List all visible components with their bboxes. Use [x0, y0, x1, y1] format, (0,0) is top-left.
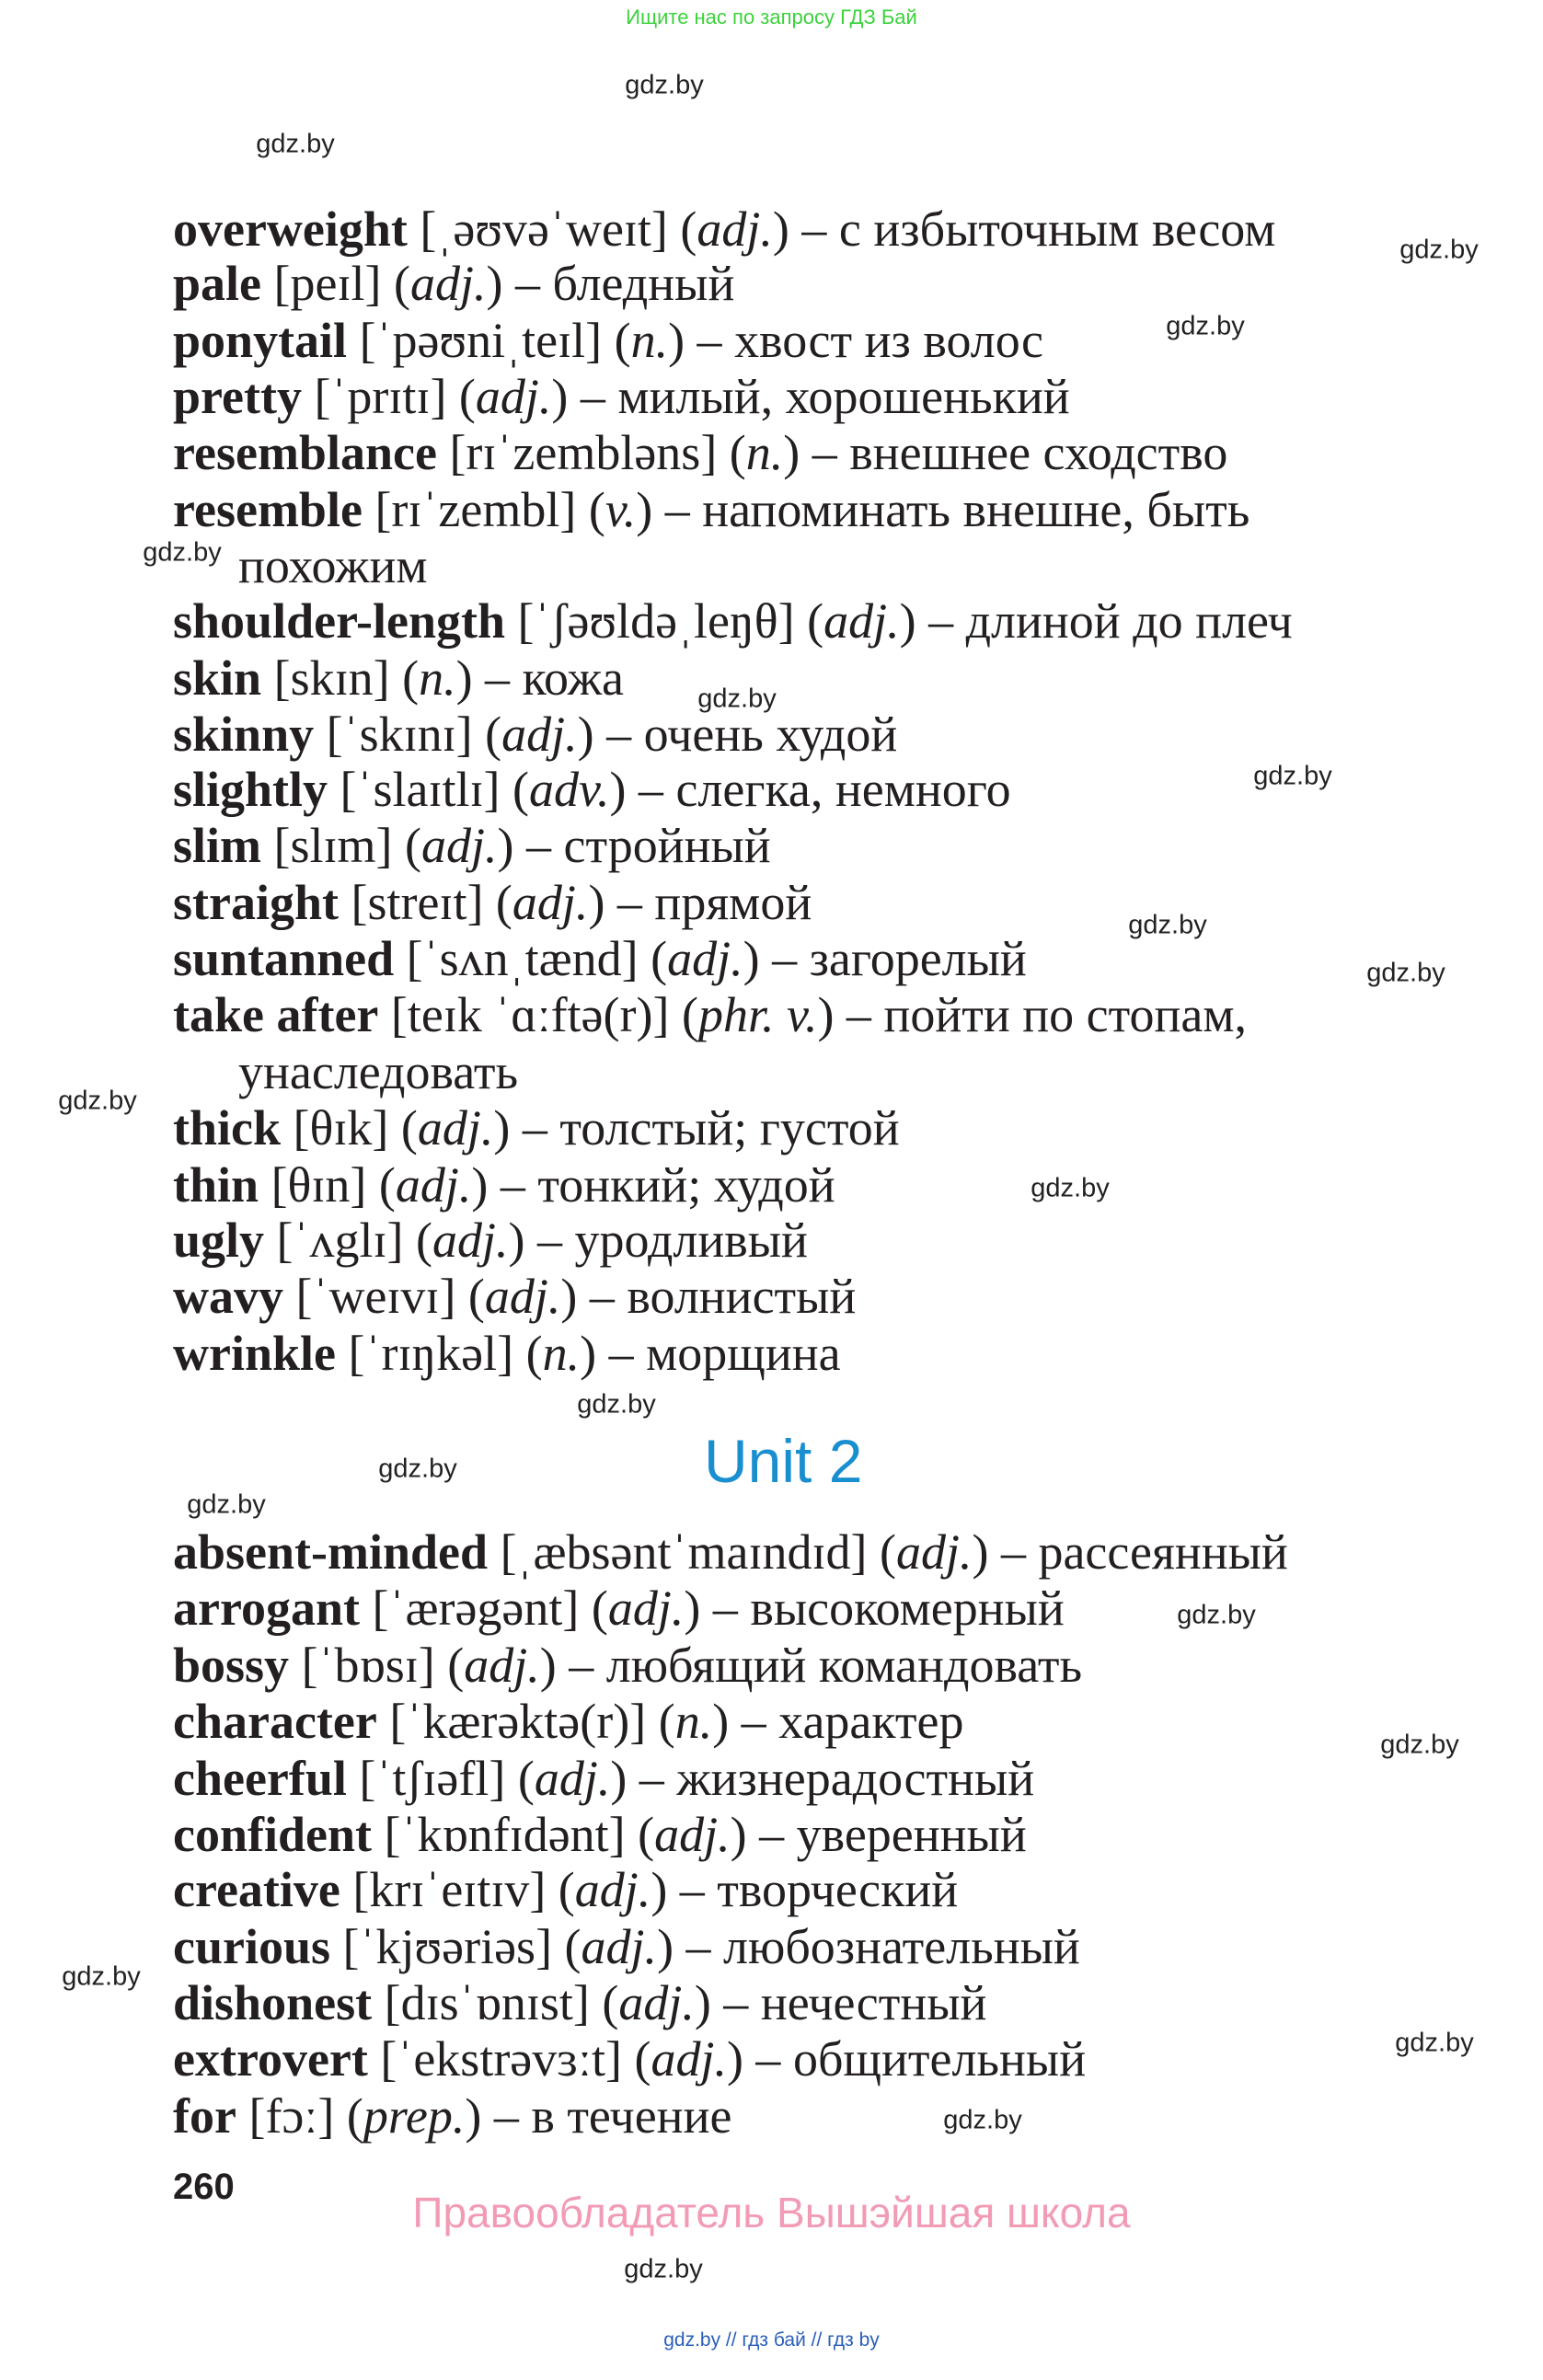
- watermark-text: gdz.by: [624, 2254, 703, 2284]
- entry-translation: прямой: [654, 875, 812, 930]
- copyright-notice: Правообладатель Вышэйшая школа: [412, 2189, 1131, 2236]
- entry-part-of-speech: adj.: [618, 1975, 695, 2030]
- entry-translation: милый, хорошенький: [617, 369, 1070, 424]
- entry-part-of-speech: adj.: [654, 1807, 731, 1862]
- vocabulary-entry: thin [θɪn] (adj.) – тонкий; худой: [173, 1157, 835, 1213]
- watermark-text: gdz.by: [1399, 235, 1479, 265]
- watermark-text: gdz.by: [943, 2105, 1022, 2135]
- entry-translation: длиной до плеч: [965, 593, 1293, 649]
- watermark-text: gdz.by: [1031, 1173, 1110, 1203]
- vocabulary-entry: arrogant [ˈærəgənt] (adj.) – высокомерный: [173, 1581, 1065, 1636]
- entry-transcription: ˈkærəktə(r): [406, 1694, 630, 1749]
- entry-word: extrovert: [173, 2031, 368, 2087]
- entry-part-of-speech: adj.: [581, 1919, 658, 1974]
- vocabulary-entry: pale [peɪl] (adj.) – бледный: [173, 256, 735, 311]
- entry-word: resemble: [173, 482, 363, 537]
- footer-links[interactable]: gdz.by // гдз бай // гдз by: [663, 2329, 880, 2351]
- watermark-text: gdz.by: [62, 1961, 141, 1992]
- entry-transcription: ˈkɒnfɪdənt: [400, 1807, 609, 1862]
- entry-word: take after: [173, 987, 379, 1042]
- entry-translation: характер: [778, 1694, 964, 1749]
- entry-transcription: ˈrɪŋkəl: [364, 1326, 498, 1381]
- entry-part-of-speech: adj.: [417, 1100, 494, 1156]
- entry-transcription: ˈærəgənt: [388, 1581, 563, 1636]
- entry-part-of-speech: adj.: [421, 818, 498, 873]
- entry-word: straight: [173, 875, 339, 930]
- entry-translation: морщина: [646, 1326, 841, 1381]
- vocabulary-entry: bossy [ˈbɒsɪ] (adj.) – любящий командовать: [173, 1638, 1083, 1693]
- entry-translation: любящий командовать: [605, 1638, 1083, 1693]
- entry-word: absent-minded: [173, 1524, 489, 1580]
- entry-translation-continued: похожим: [238, 538, 428, 593]
- entry-word: for: [173, 2088, 236, 2144]
- entry-part-of-speech: adj.: [823, 593, 900, 649]
- vocabulary-entry: slim [slɪm] (adj.) – стройный: [173, 818, 771, 873]
- entry-word: bossy: [173, 1638, 290, 1693]
- entry-transcription: skɪn: [290, 650, 374, 706]
- entry-part-of-speech: adj.: [484, 1269, 561, 1324]
- entry-translation: слегка, немного: [675, 762, 1011, 817]
- entry-transcription: ˈslaɪtlɪ: [356, 762, 484, 817]
- entry-translation: любознательный: [723, 1919, 1080, 1974]
- page-number: 260: [173, 2167, 235, 2207]
- entry-part-of-speech: adj.: [574, 1862, 651, 1917]
- entry-translation: загорелый: [809, 931, 1027, 986]
- entry-translation: внешнее сходство: [849, 425, 1228, 480]
- vocabulary-entry: ugly [ˈʌglɪ] (adj.) – уродливый: [173, 1213, 808, 1268]
- entry-translation: в течение: [531, 2088, 732, 2144]
- entry-transcription: teɪk ˈɑːftə(r): [407, 987, 653, 1042]
- entry-word: shoulder-length: [173, 593, 506, 649]
- entry-translation: кожа: [522, 650, 624, 706]
- entry-transcription: ˌæbsəntˈmaɪndɪd: [516, 1524, 851, 1580]
- entry-word: skinny: [173, 707, 315, 762]
- entry-word: skin: [173, 650, 262, 706]
- entry-transcription: ˈskɪnɪ: [342, 707, 456, 762]
- vocabulary-entry: skinny [ˈskɪnɪ] (adj.) – очень худой: [173, 707, 898, 762]
- entry-translation: творческий: [717, 1862, 959, 1917]
- entry-part-of-speech: adv.: [528, 762, 610, 817]
- vocabulary-entry: suntanned [ˈsʌnˌtænd] (adj.) – загорелый: [173, 931, 1027, 986]
- entry-word: overweight: [173, 201, 408, 257]
- entry-part-of-speech: adj.: [512, 875, 589, 930]
- entry-part-of-speech: adj.: [607, 1581, 685, 1636]
- entry-word: dishonest: [173, 1975, 373, 2030]
- entry-transcription: streɪt: [367, 875, 467, 930]
- entry-word: character: [173, 1694, 377, 1749]
- vocabulary-entry: straight [streɪt] (adj.) – прямой: [173, 875, 812, 930]
- entry-transcription: peɪl: [290, 256, 365, 311]
- entry-transcription: krɪˈeɪtɪv: [369, 1862, 530, 1917]
- watermark-text: gdz.by: [1177, 1600, 1256, 1630]
- vocabulary-entry: creative [krɪˈeɪtɪv] (adj.) – творческий: [173, 1862, 959, 1917]
- entry-part-of-speech: adj.: [697, 201, 773, 257]
- vocabulary-entry: shoulder-length [ˈʃəʊldəˌleŋθ] (adj.) – длиной до плеч: [173, 593, 1293, 649]
- vocabulary-entry: take after [teɪk ˈɑːftə(r)] (phr. v.) – пойти по стопам,: [173, 987, 1248, 1042]
- entry-part-of-speech: adj.: [651, 2031, 727, 2087]
- entry-transcription: rɪˈzembləns: [466, 425, 701, 480]
- unit-title: Unit 2: [704, 1427, 863, 1495]
- entry-word: resemblance: [173, 425, 437, 480]
- entry-word: suntanned: [173, 931, 395, 986]
- vocabulary-entry: cheerful [ˈtʃɪəfl] (adj.) – жизнерадостный: [173, 1751, 1035, 1806]
- watermark-text: gdz.by: [1395, 2028, 1474, 2058]
- entry-transcription: ˈsʌnˌtænd: [422, 931, 622, 986]
- entry-word: ugly: [173, 1213, 265, 1268]
- entry-translation: уверенный: [796, 1807, 1027, 1862]
- entry-translation: стройный: [563, 818, 771, 873]
- entry-transcription: ˈpəʊniˌteɪl: [375, 313, 586, 368]
- entry-word: thick: [173, 1100, 282, 1156]
- entry-word: pretty: [173, 369, 302, 424]
- entry-part-of-speech: adj.: [534, 1751, 611, 1806]
- entry-part-of-speech: n.: [745, 425, 784, 480]
- entry-part-of-speech: adj.: [895, 1524, 973, 1580]
- entry-part-of-speech: n.: [419, 650, 456, 706]
- entry-translation: очень худой: [643, 707, 898, 762]
- watermark-text: gdz.by: [625, 70, 704, 100]
- entry-part-of-speech: adj.: [409, 256, 487, 311]
- entry-transcription: rɪˈzembl: [391, 482, 560, 537]
- entry-transcription: ˈʌglɪ: [293, 1213, 387, 1268]
- entry-translation: бледный: [552, 256, 735, 311]
- entry-transcription: θɪk: [309, 1100, 373, 1156]
- entry-word: slim: [173, 818, 262, 873]
- entry-part-of-speech: adj.: [395, 1157, 472, 1213]
- watermark-text: gdz.by: [187, 1489, 266, 1520]
- vocabulary-entry: character [ˈkærəktə(r)] (n.) – характер: [173, 1694, 964, 1749]
- entry-translation: тонкий; худой: [537, 1157, 835, 1213]
- entry-part-of-speech: adj.: [501, 707, 578, 762]
- entry-translation: волнистый: [627, 1269, 857, 1324]
- watermark-text: gdz.by: [577, 1389, 656, 1420]
- entry-transcription: ˈprɪtɪ: [330, 369, 431, 424]
- entry-word: confident: [173, 1807, 372, 1862]
- vocabulary-entry: for [fɔː] (prep.) – в течение: [173, 2088, 732, 2144]
- watermark-text: gdz.by: [1166, 311, 1245, 341]
- entry-word: wrinkle: [173, 1326, 337, 1381]
- watermark-text: gdz.by: [1380, 1730, 1459, 1760]
- entry-translation: напоминать внешне, быть: [702, 482, 1250, 537]
- entry-translation: жизнерадостный: [676, 1751, 1035, 1806]
- entry-word: wavy: [173, 1269, 283, 1324]
- entry-translation: рассеянный: [1038, 1524, 1288, 1580]
- entry-part-of-speech: phr. v.: [697, 987, 818, 1042]
- entry-word: thin: [173, 1157, 259, 1213]
- vocabulary-entry: pretty [ˈprɪtɪ] (adj.) – милый, хорошенький: [173, 369, 1070, 424]
- entry-translation: нечестный: [760, 1975, 987, 2030]
- vocabulary-entry: curious [ˈkjʊəriəs] (adj.) – любознательный: [173, 1919, 1080, 1974]
- entry-translation: хвост из волос: [734, 313, 1044, 368]
- vocabulary-entry: wrinkle [ˈrɪŋkəl] (n.) – морщина: [173, 1326, 841, 1381]
- entry-transcription: slɪm: [290, 818, 376, 873]
- entry-transcription: dɪsˈɒnɪst: [400, 1975, 573, 2030]
- watermark-text: gdz.by: [378, 1454, 457, 1484]
- watermark-text: gdz.by: [143, 537, 222, 568]
- vocabulary-entry: confident [ˈkɒnfɪdənt] (adj.) – уверенный: [173, 1807, 1027, 1862]
- entry-transcription: ˈkjʊəriəs: [359, 1919, 536, 1974]
- vocabulary-entry: resemble [rɪˈzembl] (v.) – напоминать внешне, быть: [173, 482, 1250, 537]
- vocabulary-entry: dishonest [dɪsˈɒnɪst] (adj.) – нечестный: [173, 1975, 987, 2030]
- entry-word: creative: [173, 1862, 340, 1917]
- entry-part-of-speech: v.: [605, 482, 637, 537]
- entry-part-of-speech: adj.: [475, 369, 552, 424]
- entry-transcription: ˈʃəʊldəˌleŋθ: [534, 593, 778, 649]
- watermark-text: gdz.by: [697, 684, 777, 714]
- entry-translation: общительный: [792, 2031, 1087, 2087]
- watermark-text: gdz.by: [1366, 958, 1445, 988]
- entry-word: curious: [173, 1919, 331, 1974]
- watermark-text: gdz.by: [256, 129, 335, 159]
- vocabulary-entry: absent-minded [ˌæbsəntˈmaɪndɪd] (adj.) – рассеянный: [173, 1524, 1288, 1580]
- entry-translation: с избыточным весом: [838, 201, 1276, 257]
- vocabulary-entry: extrovert [ˈekstrəvɜːt] (adj.) – общительный: [173, 2031, 1087, 2087]
- entry-word: ponytail: [173, 313, 348, 368]
- entry-part-of-speech: n.: [630, 313, 669, 368]
- entry-word: pale: [173, 256, 262, 311]
- vocabulary-entry: wavy [ˈweɪvɪ] (adj.) – волнистый: [173, 1269, 857, 1324]
- entry-part-of-speech: adj.: [464, 1638, 540, 1693]
- vocabulary-entry: ponytail [ˈpəʊniˌteɪl] (n.) – хвост из волос: [173, 313, 1044, 368]
- watermark-text: gdz.by: [1253, 761, 1332, 791]
- entry-word: cheerful: [173, 1751, 347, 1806]
- vocabulary-entry: resemblance [rɪˈzembləns] (n.) – внешнее сходство: [173, 425, 1228, 480]
- entry-part-of-speech: prep.: [363, 2088, 466, 2144]
- entry-transcription: ˈweɪvɪ: [312, 1269, 440, 1324]
- header-note[interactable]: Ищите нас по запросу ГДЗ Бай: [626, 6, 917, 29]
- entry-translation-continued: унаследовать: [238, 1044, 519, 1099]
- entry-part-of-speech: n.: [542, 1326, 581, 1381]
- watermark-text: gdz.by: [1128, 910, 1207, 940]
- entry-word: arrogant: [173, 1581, 360, 1636]
- watermark-text: gdz.by: [58, 1086, 137, 1116]
- entry-translation: пойти по стопам,: [883, 987, 1248, 1042]
- entry-translation: толстый; густой: [559, 1100, 900, 1156]
- entry-word: slightly: [173, 762, 328, 817]
- vocabulary-entry: slightly [ˈslaɪtlɪ] (adv.) – слегка, немного: [173, 762, 1011, 817]
- entry-transcription: ˈbɒsɪ: [317, 1638, 419, 1693]
- entry-transcription: ˈekstrəvɜːt: [397, 2031, 605, 2087]
- vocabulary-entry: thick [θɪk] (adj.) – толстый; густой: [173, 1100, 900, 1156]
- entry-transcription: ˈtʃɪəfl: [375, 1751, 489, 1806]
- vocabulary-entry: overweight [ˌəʊvəˈweɪt] (adj.) – с избыточным весом: [173, 201, 1276, 257]
- entry-part-of-speech: n.: [674, 1694, 713, 1749]
- entry-transcription: ˌəʊvəˈweɪt: [436, 201, 651, 257]
- entry-translation: высокомерный: [750, 1581, 1065, 1636]
- vocabulary-entry: skin [skɪn] (n.) – кожа: [173, 650, 624, 706]
- entry-part-of-speech: adj.: [667, 931, 743, 986]
- entry-translation: уродливый: [574, 1213, 808, 1268]
- entry-part-of-speech: adj.: [432, 1213, 509, 1268]
- entry-transcription: fɔː: [265, 2088, 318, 2144]
- entry-transcription: θɪn: [287, 1157, 351, 1213]
